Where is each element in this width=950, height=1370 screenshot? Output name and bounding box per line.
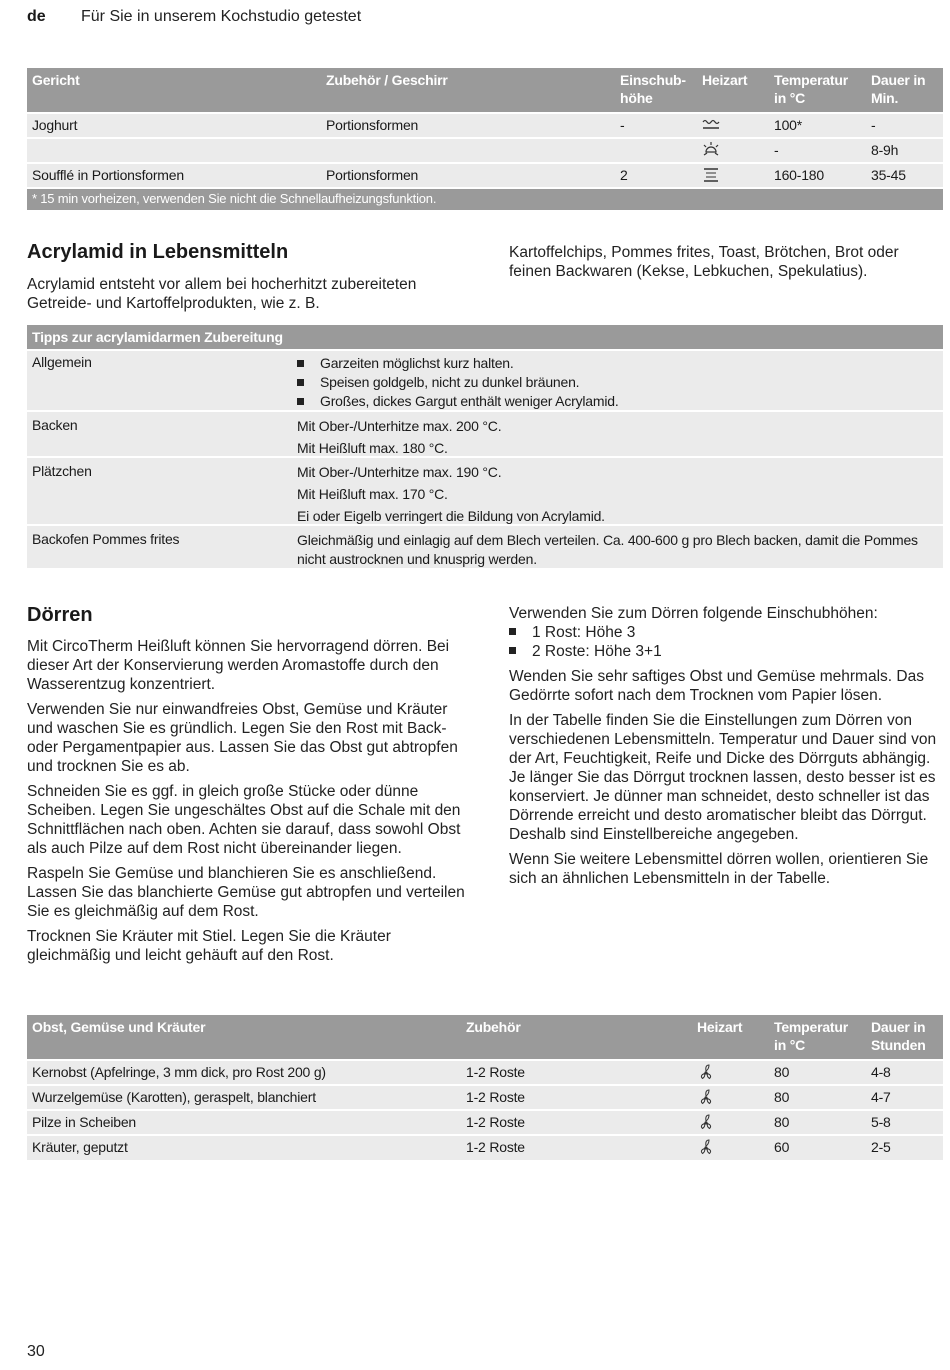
table-row <box>27 456 943 524</box>
paragraph: Trocknen Sie Kräuter mit Stiel. Legen Sie die Kräuter gleichmäßig und leicht gehäuft auf den Rost. <box>27 928 391 964</box>
tips-header: Tipps zur acrylamidarmen Zubereitung <box>27 325 943 349</box>
tip-text: Mit Heißluft max. 170 °C. <box>297 486 448 502</box>
bullet-icon <box>297 398 304 405</box>
acrylamid-intro-left: Acrylamid entsteht vor allem bei hocherhitzt zubereiteten Getreide- und Kartoffelprodukten, wie z. B. <box>27 276 417 312</box>
dish-cell: Joghurt <box>27 113 321 138</box>
tip-text: Garzeiten möglichst kurz halten. <box>320 355 514 371</box>
accessory-cell: 1-2 Roste <box>461 1060 692 1085</box>
circotherm-fan-icon <box>697 1089 764 1105</box>
doerren-left-column <box>27 637 467 971</box>
duration-cell: 5-8 <box>866 1110 943 1135</box>
item-cell: Pilze in Scheiben <box>27 1110 461 1135</box>
drying-table <box>27 1015 943 1160</box>
col-temp: Temperatur in °C <box>769 1015 866 1060</box>
accessory-cell <box>321 138 615 163</box>
accessory-cell: Portionsformen <box>321 163 615 188</box>
tip-text: Gleichmäßig und einlagig auf dem Blech verteilen. Ca. 400-600 g pro Blech backen, damit die Pommes nicht austrocknen und knusprig werden. <box>297 532 918 567</box>
oven-light-icon <box>702 142 764 158</box>
level-cell: - <box>615 113 697 138</box>
bullet-icon <box>509 647 516 654</box>
tip-text: Mit Ober-/Unterhitze max. 190 °C. <box>297 464 502 480</box>
tip-text: Mit Ober-/Unterhitze max. 200 °C. <box>297 418 502 434</box>
acrylamid-tips-table <box>27 325 943 568</box>
duration-cell: 2-5 <box>866 1135 943 1160</box>
list-item: 1 Rost: Höhe 3 <box>509 623 941 642</box>
item-cell: Wurzelgemüse (Karotten), geraspelt, blanchiert <box>27 1085 461 1110</box>
paragraph: Wenn Sie weitere Lebensmittel dörren wollen, orientieren Sie sich an ähnlichen Lebensmitteln in der Tabelle. <box>509 851 929 887</box>
table-row <box>27 163 943 188</box>
duration-cell: 8-9h <box>866 138 943 163</box>
bullet-icon <box>509 628 516 635</box>
duration-cell: - <box>866 113 943 138</box>
acrylamid-intro-right: Kartoffelchips, Pommes frites, Toast, Brötchen, Brot oder feinen Backwaren (Kekse, Lebkuchen, Spekulatius). <box>509 244 899 280</box>
paragraph: In der Tabelle finden Sie die Einstellungen zum Dörren von verschiedenen Lebensmitteln. Temperatur und Dauer sind von der Art, Feuchtigkeit, Reife und Dicke des Dörrguts abhängig. Je länger Sie das Dörrgut trocknen lassen, desto besser ist es konserviert. Je dünner man schneidet, desto schneller ist das Dörrende erreicht und desto aromatischer bleibt das Dörrgut. Deshalb sind Einstellbereiche angegeben. <box>509 712 937 843</box>
col-temp: Temperatur in °C <box>769 68 866 113</box>
level-cell: 2 <box>615 163 697 188</box>
duration-cell: 4-7 <box>866 1085 943 1110</box>
tip-label: Backen <box>32 417 78 433</box>
table-row <box>27 1135 943 1160</box>
bottom-heat-icon <box>702 117 764 131</box>
acrylamid-heading: Acrylamid in Lebensmitteln <box>27 241 289 263</box>
temp-cell: - <box>769 138 866 163</box>
table-row <box>27 410 943 456</box>
language-code: de <box>27 8 46 25</box>
table-footnote: * 15 min vorheizen, verwenden Sie nicht die Schnellaufheizungsfunktion. <box>27 188 943 210</box>
accessory-cell: 1-2 Roste <box>461 1085 692 1110</box>
dish-cell <box>27 138 321 163</box>
temp-cell: 80 <box>769 1085 866 1110</box>
table-row <box>27 113 943 138</box>
cooking-test-table <box>27 68 943 210</box>
table-row <box>27 1110 943 1135</box>
tip-label: Allgemein <box>32 354 92 370</box>
dish-cell: Soufflé in Portionsformen <box>27 163 321 188</box>
col-duration: Dauer in Min. <box>866 68 943 113</box>
page-header-title: Für Sie in unserem Kochstudio getestet <box>81 8 362 25</box>
tip-label: Plätzchen <box>32 463 92 479</box>
doerren-right-column <box>509 604 941 894</box>
temp-cell: 100* <box>769 113 866 138</box>
tip-label: Backofen Pommes frites <box>32 531 180 547</box>
accessory-cell: Portionsformen <box>321 113 615 138</box>
duration-cell: 35-45 <box>866 163 943 188</box>
col-accessory: Zubehör / Geschirr <box>321 68 615 113</box>
tip-text: Mit Heißluft max. 180 °C. <box>297 440 448 456</box>
item-cell: Kernobst (Apfelringe, 3 mm dick, pro Rost 200 g) <box>27 1060 461 1085</box>
circotherm-fan-icon <box>697 1114 764 1130</box>
circotherm-fan-icon <box>697 1064 764 1080</box>
col-level: Einschub- höhe <box>615 68 697 113</box>
table-row <box>27 1085 943 1110</box>
col-accessory: Zubehör <box>461 1015 692 1060</box>
accessory-cell: 1-2 Roste <box>461 1135 692 1160</box>
col-mode: Heizart <box>697 68 769 113</box>
tip-text: Ei oder Eigelb verringert die Bildung von Acrylamid. <box>297 508 605 524</box>
page-number: 30 <box>27 1343 45 1360</box>
tip-text: Speisen goldgelb, nicht zu dunkel bräunen. <box>320 374 580 390</box>
paragraph: Raspeln Sie Gemüse und blanchieren Sie es anschließend. Lassen Sie das blanchierte Gemüse gut abtropfen und verteilen Sie es gleichmäßig auf dem Rost. <box>27 865 465 920</box>
tip-text: Großes, dickes Gargut enthält weniger Acrylamid. <box>320 393 619 409</box>
item-cell: Kräuter, geputzt <box>27 1135 461 1160</box>
duration-cell: 4-8 <box>866 1060 943 1085</box>
level-cell <box>615 138 697 163</box>
paragraph: Mit CircoTherm Heißluft können Sie hervorragend dörren. Bei dieser Art der Konservierung werden Aromastoffe durch den Wasserentzug konzentriert. <box>27 638 450 693</box>
paragraph: Verwenden Sie nur einwandfreies Obst, Gemüse und Kräuter und waschen Sie es gründlich. Legen Sie den Rost mit Back- oder Pergamentpapier aus. Lassen Sie das Obst gut abtropfen und trocknen Sie es ab. <box>27 701 458 775</box>
temp-cell: 60 <box>769 1135 866 1160</box>
temp-cell: 160-180 <box>769 163 866 188</box>
col-dish: Gericht <box>27 68 321 113</box>
temp-cell: 80 <box>769 1060 866 1085</box>
table-row <box>27 1060 943 1085</box>
doerren-heading: Dörren <box>27 604 93 626</box>
paragraph: Wenden Sie sehr saftiges Obst und Gemüse mehrmals. Das Gedörrte sofort nach dem Trocknen vom Papier lösen. <box>509 668 924 704</box>
temp-cell: 80 <box>769 1110 866 1135</box>
paragraph: Verwenden Sie zum Dörren folgende Einschubhöhen: <box>509 605 878 622</box>
col-duration: Dauer in Stunden <box>866 1015 943 1060</box>
top-bottom-heat-icon <box>702 167 764 183</box>
col-item: Obst, Gemüse und Kräuter <box>27 1015 461 1060</box>
bullet-icon <box>297 379 304 386</box>
table-row <box>27 524 943 568</box>
col-mode: Heizart <box>692 1015 769 1060</box>
table-row <box>27 138 943 163</box>
accessory-cell: 1-2 Roste <box>461 1110 692 1135</box>
list-item: 2 Roste: Höhe 3+1 <box>509 642 941 661</box>
paragraph: Schneiden Sie es ggf. in gleich große Stücke oder dünne Scheiben. Legen Sie ungeschältes Obst auf die Schale mit den Schnittflächen nach oben. Achten sie darauf, dass sowohl Obst als auch Pilze auf dem Rost nicht übereinander liegen. <box>27 783 461 857</box>
table-row <box>27 349 943 410</box>
circotherm-fan-icon <box>697 1139 764 1155</box>
bullet-icon <box>297 360 304 367</box>
